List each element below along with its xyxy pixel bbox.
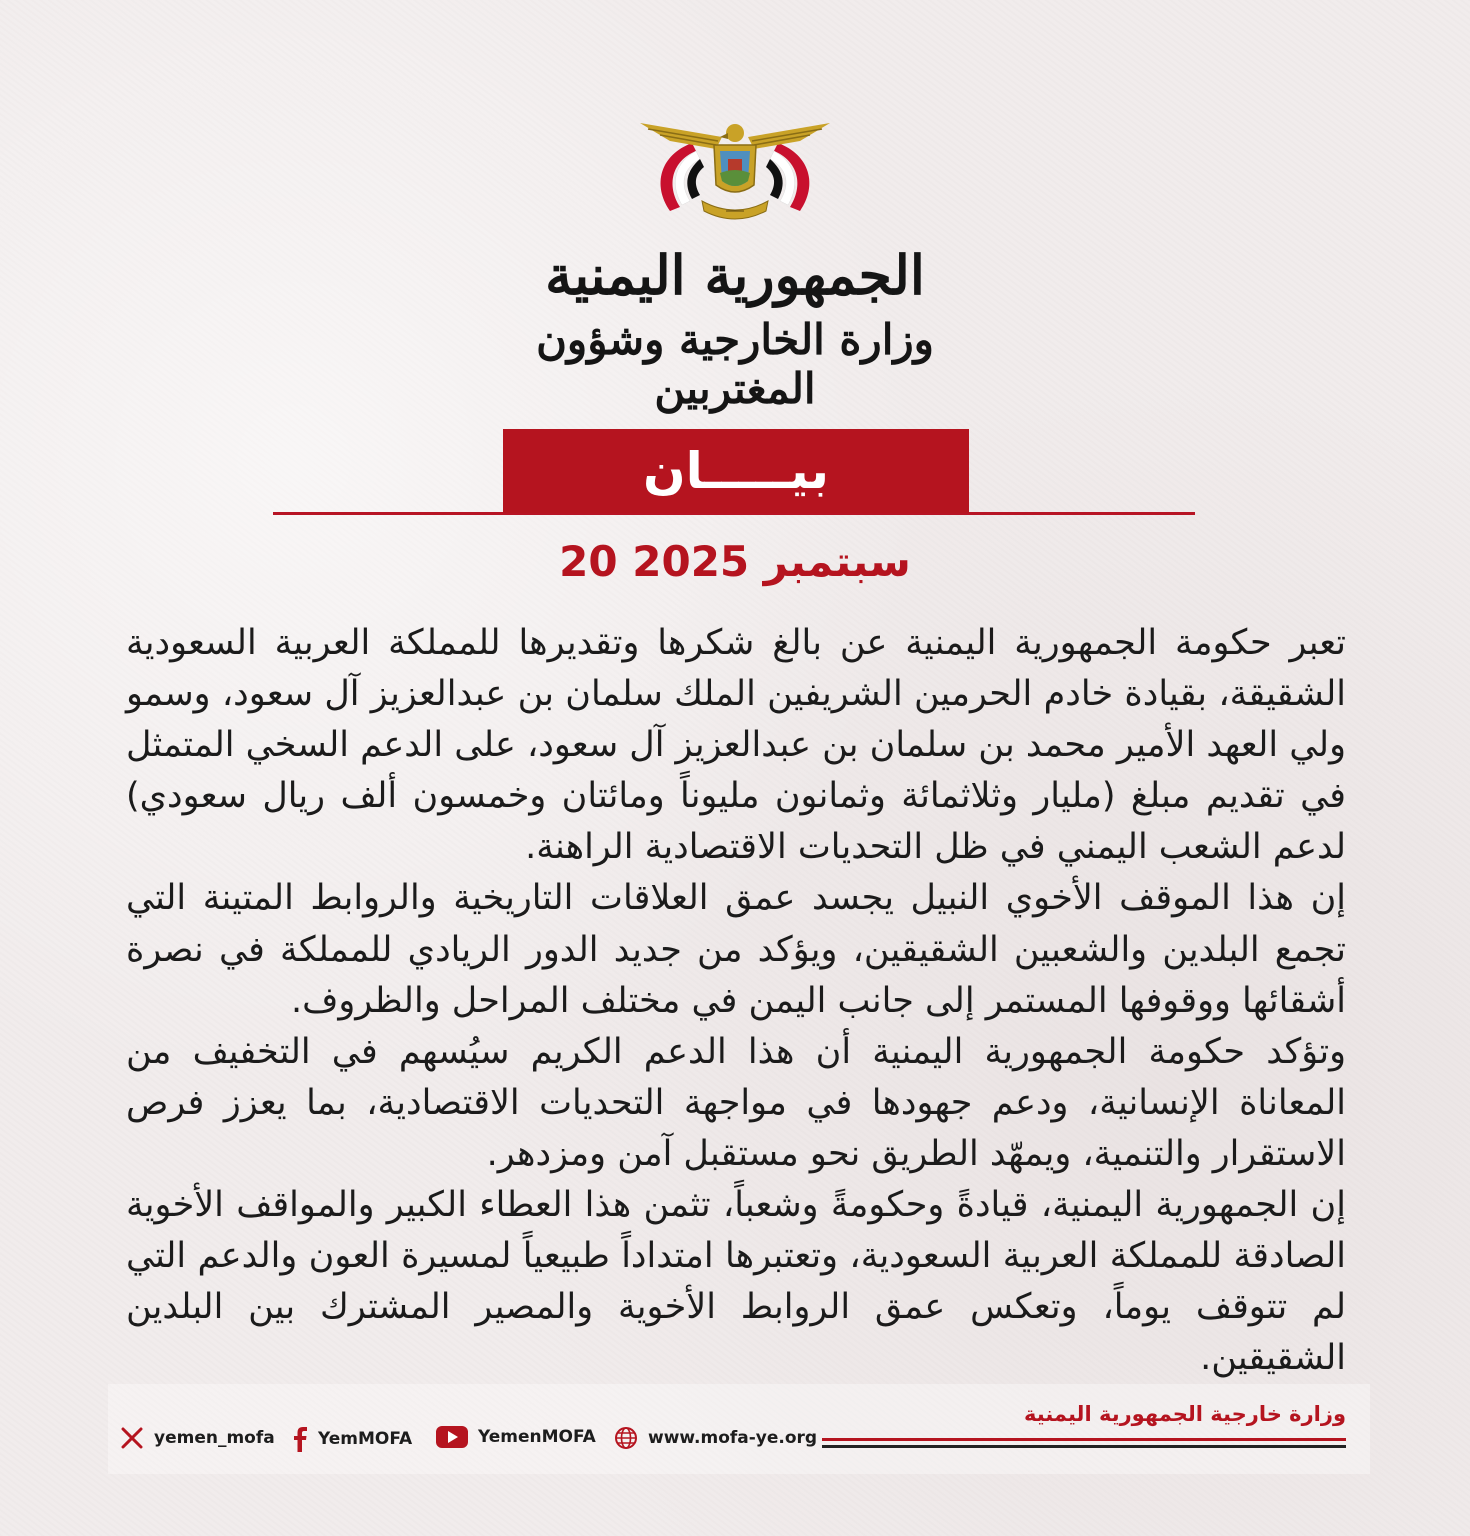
footer-rule-dark bbox=[822, 1445, 1346, 1448]
yemen-eagle-emblem bbox=[630, 115, 840, 235]
body-paragraph-4: إن الجمهورية اليمنية، قيادةً وحكومةً وشعباً، تثمن هذا العطاء الكبير والمواقف الأخوية الصادقة للمملكة العربية السعودية، وتعتبرها امتداداً طبيعياً لمسيرة العون والدعم التي لم تتوقف يوماً، وتعكس عمق الروابط الأخوية والمصير المشترك بين البلدين الشقيقين. bbox=[126, 1185, 1346, 1379]
social-x[interactable] bbox=[120, 1426, 275, 1450]
statement-date: 20 سبتمبر 2025 bbox=[559, 537, 911, 586]
body-paragraph-2: إن هذا الموقف الأخوي النبيل يجسد عمق العلاقات التاريخية والروابط المتينة التي تجمع البلدين والشعبين الشقيقين، ويؤكد من جديد الدور الريادي للمملكة في نصرة أشقائها ووقوفها المستمر إلى جانب اليمن في مختلف المراحل والظروف. bbox=[126, 878, 1346, 1021]
republic-name-calligraphy: الجمهورية اليمنية bbox=[545, 243, 925, 307]
body-paragraph-3: وتؤكد حكومة الجمهورية اليمنية أن هذا الدعم الكريم سيُسهم في التخفيف من المعاناة الإنسانية، ودعم جهودها في مواجهة التحديات الاقتصادية، بما يعزز فرص الاستقرار والتنمية، ويمهّد الطريق نحو مستقبل آمن ومزدهر. bbox=[126, 1031, 1346, 1174]
footer-rule-red bbox=[822, 1438, 1346, 1441]
social-website[interactable] bbox=[614, 1426, 817, 1450]
social-website-url: www.mofa-ye.org bbox=[648, 1428, 818, 1448]
statement-body bbox=[126, 618, 1346, 1384]
social-facebook[interactable] bbox=[292, 1426, 412, 1452]
social-youtube[interactable] bbox=[436, 1426, 596, 1448]
x-icon bbox=[120, 1426, 144, 1450]
social-youtube-handle: YemenMOFA bbox=[478, 1427, 596, 1447]
youtube-icon bbox=[436, 1426, 468, 1448]
social-x-handle: yemen_mofa bbox=[154, 1428, 275, 1448]
ministry-name-calligraphy: وزارة الخارجية وشؤون المغتربين bbox=[536, 315, 934, 413]
social-facebook-handle: YemMOFA bbox=[318, 1429, 413, 1449]
footer-ministry-name: وزارة خارجية الجمهورية اليمنية bbox=[1024, 1402, 1346, 1426]
facebook-icon bbox=[292, 1426, 308, 1452]
body-paragraph-1: تعبر حكومة الجمهورية اليمنية عن بالغ شكرها وتقديرها للمملكة العربية السعودية الشقيقة، بقيادة خادم الحرمين الشريفين الملك سلمان بن عبدالعزيز آل سعود، وسمو ولي العهد الأمير محمد بن سلمان بن عبدالعزيز آل سعود، على الدعم السخي المتمثل في تقديم مبلغ (مليار وثلاثمائة وثمانون مليوناً ومائتان وخمسون ألف ريال سعودي) لدعم الشعب اليمني في ظل التحديات الاقتصادية الراهنة. bbox=[126, 623, 1346, 868]
globe-icon bbox=[614, 1426, 638, 1450]
statement-title: بيـــــان bbox=[503, 429, 969, 513]
